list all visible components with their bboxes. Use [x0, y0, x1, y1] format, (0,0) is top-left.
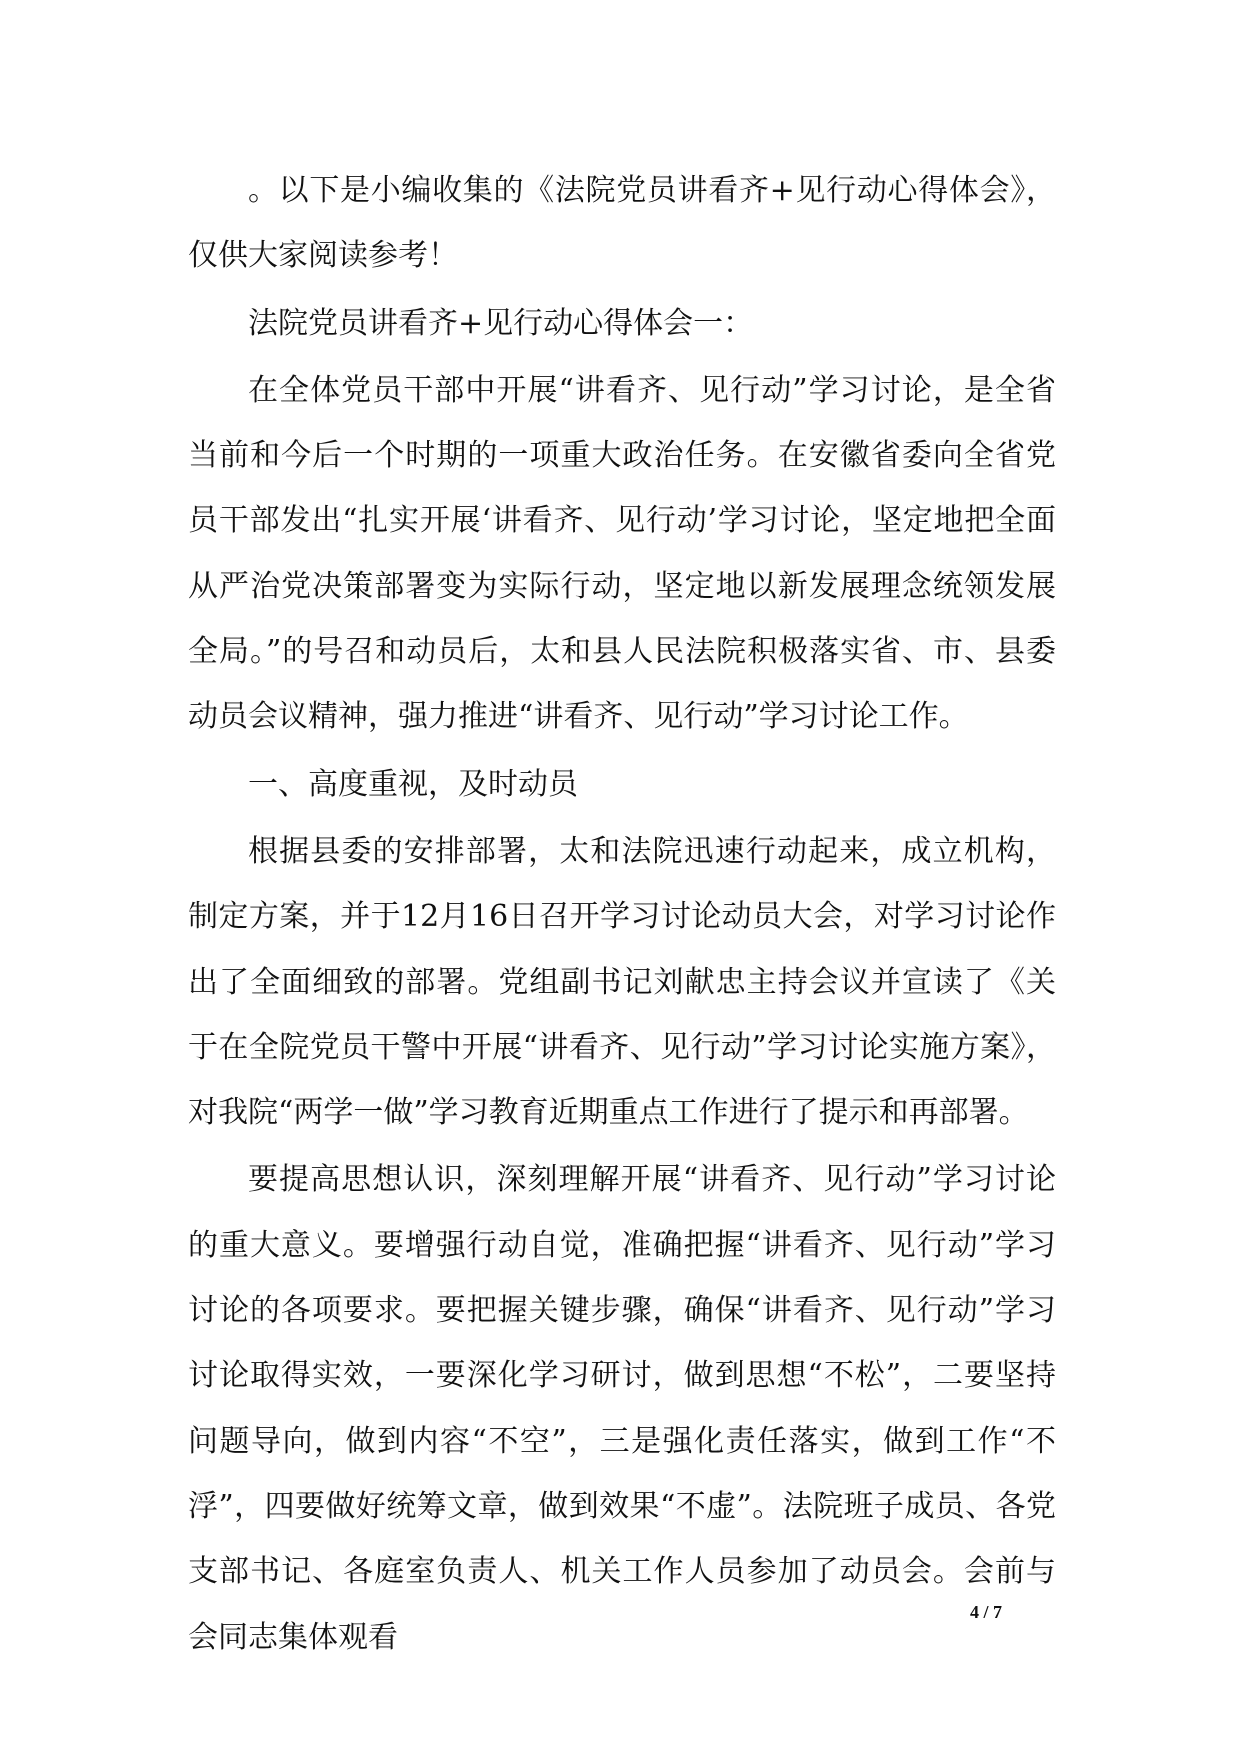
body-paragraph: 在全体党员干部中开展“讲看齐、见行动”学习讨论，是全省当前和今后一个时期的一项重大政治任务。在安徽省委向全省党员干部发出“扎实开展‘讲看齐、见行动’学习讨论，坚定地把全面从严治党决策部署变为实际行动，坚定地以新发展理念统领发展全局。”的号召和动员后，太和县人民法院积极落实省、市、县委动员会议精神，强力推进“讲看齐、见行动”学习讨论工作。	[188, 372, 1056, 735]
section-heading: 一、高度重视，及时动员	[248, 766, 578, 802]
section-title: 法院党员讲看齐+见行动心得体会一：	[248, 305, 754, 341]
document-body	[188, 158, 1056, 1672]
body-paragraph: 要提高思想认识，深刻理解开展“讲看齐、见行动”学习讨论的重大意义。要增强行动自觉，准确把握“讲看齐、见行动”学习讨论的各项要求。要把握关键步骤，确保“讲看齐、见行动”学习讨论取得实效，一要深化学习研讨，做到思想“不松”，二要坚持问题导向，做到内容“不空”，三是强化责任落实，做到工作“不浮”，四要做好统筹文章，做到效果“不虚”。法院班子成员、各党支部书记、各庭室负责人、机关工作人员参加了动员会。会前与会同志集体观看	[188, 1162, 1056, 1655]
page-number: 4 / 7	[970, 1602, 1003, 1622]
body-paragraph: 根据县委的安排部署，太和法院迅速行动起来，成立机构，制定方案，并于12月16日召开学习讨论动员大会，对学习讨论作出了全面细致的部署。党组副书记刘献忠主持会议并宣读了《关于在全院党员干警中开展“讲看齐、见行动”学习讨论实施方案》，对我院“两学一做”学习教育近期重点工作进行了提示和再部署。	[188, 833, 1056, 1131]
intro-paragraph: 。以下是小编收集的《法院党员讲看齐+见行动心得体会》，仅供大家阅读参考！	[188, 173, 1056, 274]
